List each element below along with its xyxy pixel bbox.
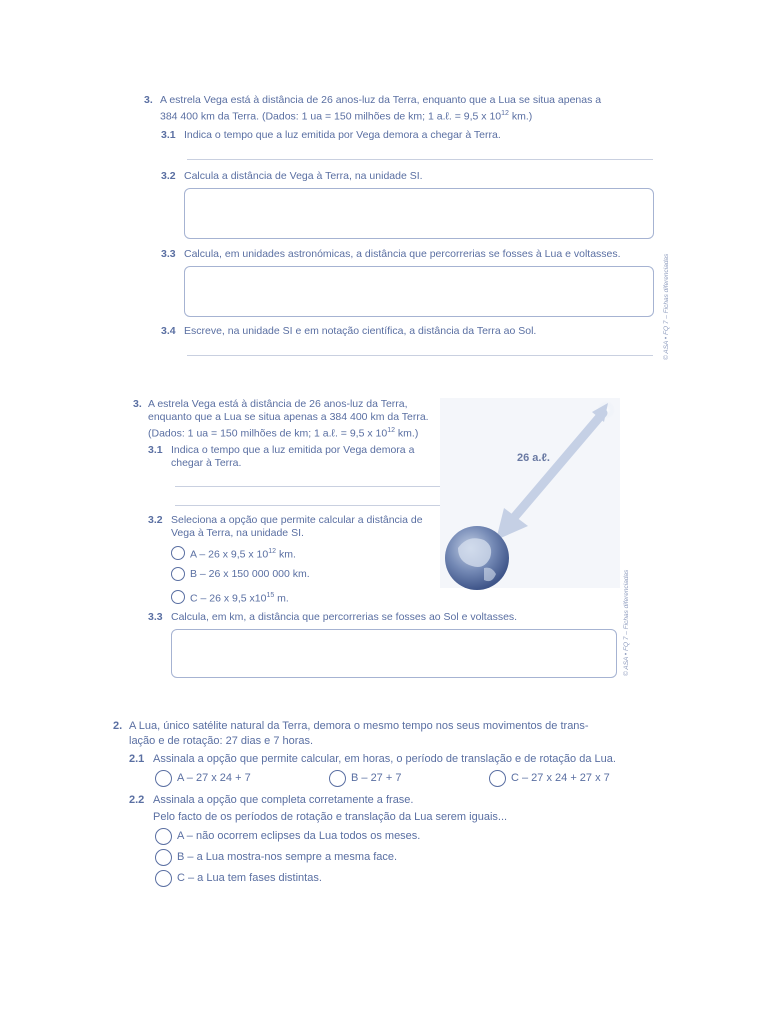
option-a[interactable] [171,545,296,562]
subquestion-number: 2.1 [129,753,145,765]
subquestion-number: 3.1 [161,129,176,141]
subquestion-number: 3.2 [161,170,176,182]
option-c[interactable] [155,870,322,887]
answer-box[interactable] [171,629,617,678]
question-text: enquanto que a Lua se situa apenas a 384 400 km da Terra. [148,411,429,423]
answer-line[interactable] [187,159,653,160]
option-a-label: A – 27 x 24 + 7 [177,772,251,784]
radio-circle-icon[interactable] [155,849,172,866]
subquestion-text: Calcula a distância de Vega à Terra, na unidade SI. [184,170,423,182]
radio-circle-icon[interactable] [329,770,346,787]
subquestion-number: 3.3 [148,611,163,623]
option-b-label: B – 26 x 150 000 000 km. [190,567,310,580]
radio-circle-icon[interactable] [489,770,506,787]
question-text: lação e de rotação: 27 dias e 7 horas. [129,735,314,747]
subquestion-text: chegar à Terra. [171,457,242,469]
option-b[interactable] [329,770,401,787]
subquestion-lead: Pelo facto de os períodos de rotação e translação da Lua serem iguais... [153,811,508,823]
subquestion-text: Seleciona a opção que permite calcular a distância de [171,514,423,526]
subquestion-text: Calcula, em km, a distância que percorrerias se fosses ao Sol e voltasses. [171,611,518,623]
option-a[interactable] [155,828,420,845]
option-c[interactable] [171,589,289,606]
question-text: A Lua, único satélite natural da Terra, demora o mesmo tempo nos seus movimentos de trans- [129,720,589,732]
radio-circle-icon[interactable] [171,546,185,560]
option-c-label: C – 27 x 24 + 27 x 7 [511,772,610,784]
option-c-label: C – 26 x 9,5 $x10^{15}$ m. [190,592,289,605]
option-a-label: A – não ocorrem eclipses da Lua todos os meses. [177,830,421,842]
subquestion-text: Indica o tempo que a luz emitida por Vega demora a chegar à Terra. [184,129,501,141]
question-text: A estrela Vega está à distância de 26 anos-luz da Terra, [148,398,408,410]
subquestion-text: Escreve, na unidade SI e em notação científica, a distância da Terra ao Sol. [184,325,537,337]
option-b-label: B – a Lua mostra-nos sempre a mesma face. [177,851,398,863]
subquestion-text: Assinala a opção que completa corretamente a frase. [153,794,414,806]
option-c-label: C – a Lua tem fases distintas. [177,872,322,884]
question-number: 2. [113,720,123,732]
copyright-note: © ASA • FQ 7 – Fichas diferenciadas [623,569,630,676]
option-a-label: A – 26 x 9,5 x $10^{12}$ km. [190,548,296,561]
option-c[interactable] [489,770,610,787]
option-a[interactable] [155,770,251,787]
subquestion-text: Indica o tempo que a luz emitida por Vega demora a [171,444,415,456]
radio-circle-icon[interactable] [155,870,172,887]
radio-circle-icon[interactable] [171,590,185,604]
vega-earth-illustration [440,398,620,593]
answer-box[interactable] [184,266,654,317]
option-b[interactable] [171,567,310,581]
subquestion-number: 3.2 [148,514,163,526]
distance-label: 26 a.ℓ. [517,452,550,464]
radio-circle-icon[interactable] [155,828,172,845]
subquestion-number: 3.4 [161,325,176,337]
option-b[interactable] [155,849,397,866]
radio-circle-icon[interactable] [155,770,172,787]
answer-line[interactable] [187,355,653,356]
question-number: 3. [133,398,142,410]
question-number: 3. [144,94,153,106]
question-data: (Dados: 1 ua = 150 milhões de km; 1 a.ℓ. = 9,5 x $10^{12}$ km.) [148,427,419,440]
answer-line[interactable] [175,486,458,487]
subquestion-text: Calcula, em unidades astronómicas, a distância que percorrerias se fosses à Lua e voltasses. [184,248,621,260]
option-b-label: B – 27 + 7 [351,772,402,784]
subquestion-text: Vega à Terra, na unidade SI. [171,527,304,539]
answer-box[interactable] [184,188,654,239]
subquestion-number: 2.2 [129,794,145,806]
subquestion-number: 3.1 [148,444,163,456]
subquestion-number: 3.3 [161,248,176,260]
subquestion-text: Assinala a opção que permite calcular, em horas, o período de translação e de rotação da Lua. [153,753,616,765]
answer-line[interactable] [175,505,458,506]
copyright-note: © ASA • FQ 7 – Fichas diferenciadas [663,253,670,360]
question-text: A estrela Vega está à distância de 26 anos-luz da Terra, enquanto que a Lua se situa apenas a [160,94,602,106]
question-data: 384 400 km da Terra. (Dados: 1 ua = 150 milhões de km; 1 a.ℓ. = 9,5 x $10^{12}$ km.) [160,110,533,123]
radio-circle-icon[interactable] [171,567,185,581]
